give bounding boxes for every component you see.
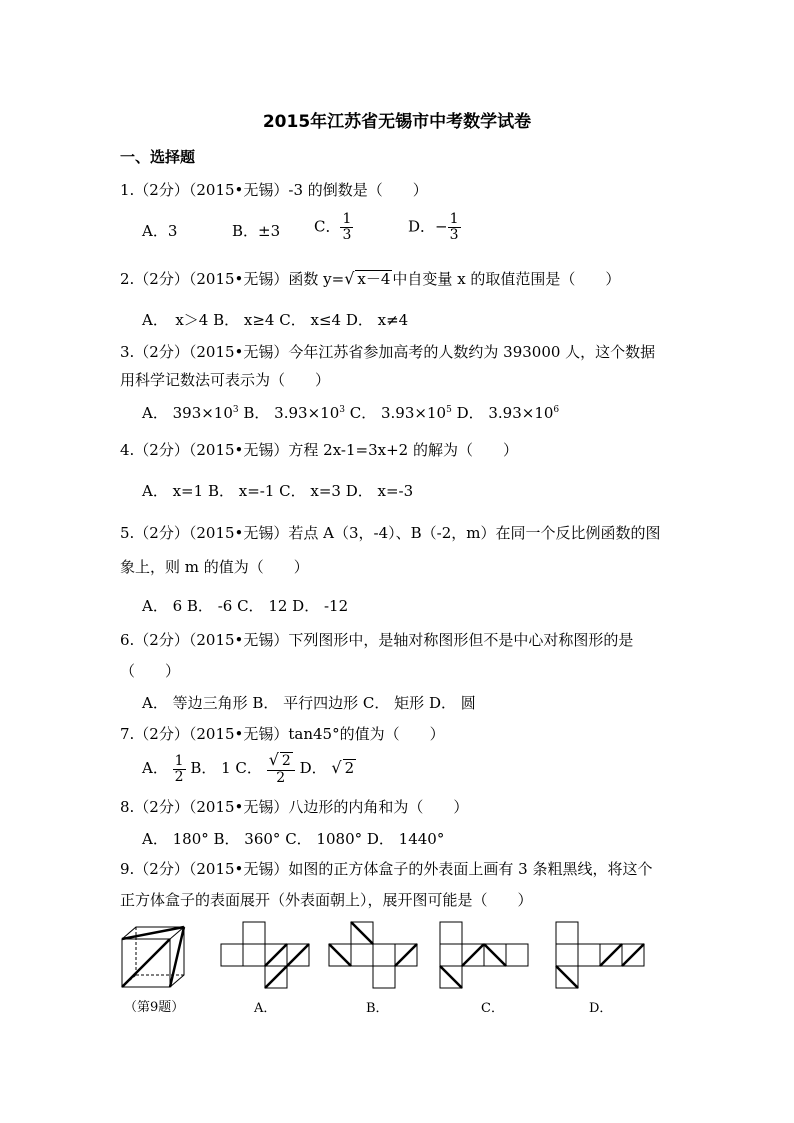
figure-caption: （第9题） <box>124 1000 185 1015</box>
question-3-stem-line1: 3.（2分）（2015•无锡）今年江苏省参加高考的人数约为 393000 人，这个数据 <box>120 343 656 361</box>
net-a <box>221 922 309 988</box>
net-label-a: A． <box>254 1001 277 1016</box>
q8-options: A． 180° B． 360° C． 1080° D． 1440° <box>142 830 445 848</box>
fraction-denominator: 3 <box>449 227 459 243</box>
q7-option-d-radicand: 2 <box>344 759 355 777</box>
question-7-stem: 7.（2分）（2015•无锡）tan45°的值为（ ） <box>120 725 445 743</box>
question-9-stem-line1: 9.（2分）（2015•无锡）如图的正方体盒子的外表面上画有 3 条粗黑线，将这个 <box>120 860 653 878</box>
q1-option-d <box>408 212 461 243</box>
q3-option-b-exponent: 3 <box>339 405 345 415</box>
fraction-numerator: 1 <box>342 211 352 227</box>
q1-option-d-prefix: D．− <box>408 217 448 236</box>
q3-options <box>142 403 559 423</box>
net-label-c: C． <box>481 1001 504 1016</box>
q3-option-b: B． 3.93×10 <box>238 404 340 422</box>
fraction-numerator <box>267 752 295 771</box>
fraction-denominator: 2 <box>276 770 286 786</box>
cube-figure <box>118 925 188 990</box>
question-5-stem-line1: 5.（2分）（2015•无锡）若点 A（3，-4）、B（-2，m）在同一个反比例函数的图 <box>120 524 661 542</box>
section-heading: 一、选择题 <box>120 148 196 166</box>
q1-option-c-fraction <box>340 212 353 243</box>
q1-option-c <box>314 212 353 243</box>
q1-option-d-fraction <box>448 212 461 243</box>
q3-option-a: A． 393×10 <box>142 404 233 422</box>
q7-option-d-prefix: D． <box>299 759 327 777</box>
question-4-stem: 4.（2分）（2015•无锡）方程 2x-1=3x+2 的解为（ ） <box>120 441 518 459</box>
q2-stem-post: 中自变量 x 的取值范围是（ ） <box>392 270 621 288</box>
net-b <box>329 922 417 988</box>
q7-option-c-radicand: 2 <box>281 753 291 769</box>
q3-option-d-exponent: 6 <box>553 405 560 415</box>
q7-option-a-fraction <box>173 754 186 785</box>
page-title: 2015年江苏省无锡市中考数学试卷 <box>262 112 532 132</box>
q7-option-a-prefix: A． <box>142 759 168 777</box>
question-1-stem: 1.（2分）（2015•无锡）-3 的倒数是（ ） <box>120 181 428 199</box>
sqrt-sign: √ <box>268 750 279 769</box>
fraction-denominator: 2 <box>174 768 184 785</box>
question-5-stem-line2: 象上，则 m 的值为（ ） <box>120 558 309 576</box>
sqrt-sign: √ <box>331 758 342 777</box>
q2-options: A． x＞4 B． x≥4 C． x≤4 D． x≠4 <box>142 311 409 329</box>
q3-option-a-exponent: 3 <box>232 405 239 415</box>
question-6-stem-line2: （ ） <box>120 662 181 680</box>
fraction-denominator: 3 <box>342 227 352 243</box>
fraction-numerator: 1 <box>449 211 459 227</box>
net-c <box>440 922 528 988</box>
q1-option-a: A．3 <box>142 222 178 240</box>
fraction-numerator: 1 <box>174 752 184 769</box>
q2-radicand: x－4 <box>357 270 391 288</box>
question-6-stem-line1: 6.（2分）（2015•无锡）下列图形中，是轴对称图形但不是中心对称图形的是 <box>120 631 634 649</box>
question-3-stem-line2: 用科学记数法可表示为（ ） <box>120 371 331 389</box>
q3-option-c: C． 3.93×10 <box>344 404 447 422</box>
question-8-stem: 8.（2分）（2015•无锡）八边形的内角和为（ ） <box>120 798 469 816</box>
question-2-stem <box>120 269 620 289</box>
q3-option-d: D． 3.93×10 <box>451 404 554 422</box>
q6-options: A． 等边三角形 B． 平行四边形 C． 矩形 D． 圆 <box>142 694 476 712</box>
q4-options: A． x=1 B． x=-1 C． x=3 D． x=-3 <box>142 482 414 500</box>
net-d <box>556 922 644 988</box>
net-label-b: B． <box>366 1001 389 1016</box>
q7-options <box>142 752 356 786</box>
q1-option-c-prefix: C． <box>314 217 341 236</box>
q2-stem-pre: 2.（2分）（2015•无锡）函数 y= <box>120 270 345 288</box>
q1-option-b: B．±3 <box>232 222 281 240</box>
q5-options: A． 6 B． -6 C． 12 D． -12 <box>142 597 349 615</box>
q3-option-c-exponent: 5 <box>446 405 452 415</box>
sqrt-sign: √ <box>344 269 355 288</box>
question-9-stem-line2: 正方体盒子的表面展开（外表面朝上），展开图可能是（ ） <box>120 891 533 909</box>
q7-option-c-fraction <box>267 752 295 786</box>
q7-option-b: B． 1 C． <box>190 759 262 777</box>
net-label-d: D． <box>589 1001 613 1016</box>
